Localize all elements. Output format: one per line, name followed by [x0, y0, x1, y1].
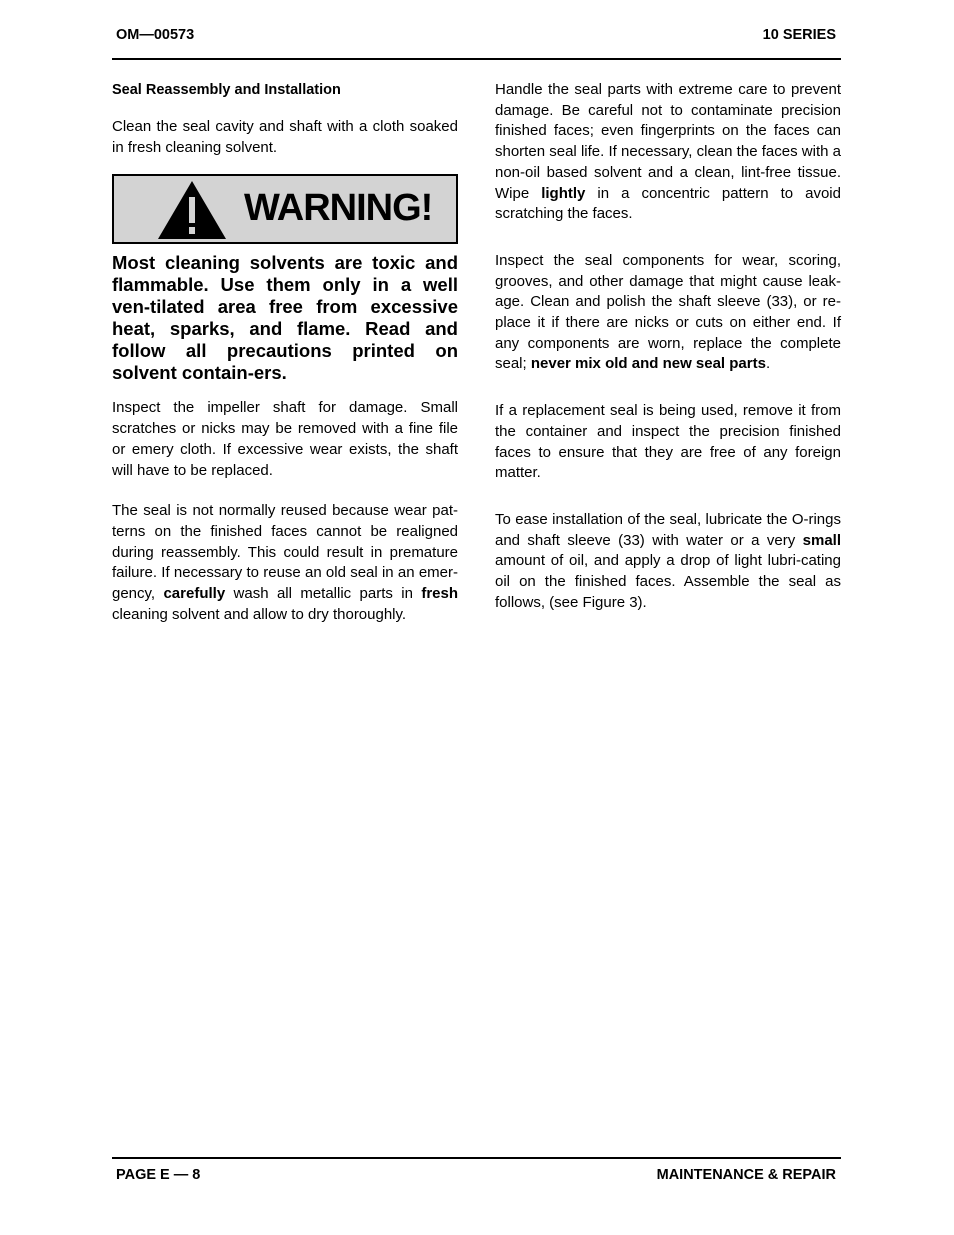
emphasis-never-mix: never mix old and new seal parts: [530, 355, 766, 373]
section-heading: Seal Reassembly and Installation: [112, 82, 341, 98]
emphasis-small: small: [802, 531, 841, 549]
inspect-paragraph: Inspect the seal components for wear, scoring, grooves, and other damage that might cause leak-age. Clean and polish the shaft sleeve (33), or re-place it if there are nicks or cuts on either end. If any components are worn, replace the complete seal; never mix old and new seal parts.: [495, 251, 841, 373]
footer-rule: [112, 1157, 841, 1159]
emphasis-carefully: carefully: [163, 585, 226, 603]
emphasis-fresh: fresh: [421, 585, 459, 603]
page-number: PAGE E — 8: [116, 1167, 201, 1183]
warning-triangle-icon: [156, 179, 228, 241]
right-column: [495, 80, 841, 613]
warning-title: WARNING!: [244, 187, 433, 230]
left-column: [112, 80, 458, 625]
header-rule: [112, 58, 841, 60]
section-name: MAINTENANCE & REPAIR: [656, 1167, 836, 1183]
warning-banner: [112, 174, 458, 244]
doc-number: OM—00573: [116, 27, 195, 43]
handle-paragraph: Handle the seal parts with extreme care to prevent damage. Be careful not to contaminate precision finished faces; even fingerprints on the faces can shorten seal life. If necessary, clean the faces with a non-oil based solvent and a clean, lint-free tissue. Wipe lightly in a concentric pattern to avoid scratching the faces.: [495, 81, 841, 223]
clean-paragraph: Clean the seal cavity and shaft with a cloth soaked in fresh cleaning solvent.: [112, 118, 458, 156]
lubricate-paragraph: To ease installation of the seal, lubricate the O-rings and shaft sleeve (33) with water or a very small amount of oil, and apply a drop of light lubri-cating oil on the finished faces. Assemble the seal as follows, (see Figure 3).: [495, 510, 841, 611]
reuse-paragraph: The seal is not normally reused because wear pat-terns on the finished faces cannot be realigned during reassembly. This could result in premature failure. If necessary to reuse an old seal in an emer-gency, carefully wash all metallic parts in fresh cleaning solvent and allow to dry thoroughly.: [112, 502, 459, 623]
series-label: 10 SERIES: [762, 27, 836, 43]
emphasis-lightly: lightly: [541, 184, 586, 202]
impeller-paragraph: Inspect the impeller shaft for damage. Small scratches or nicks may be removed with a fine file or emery cloth. If excessive wear exists, the shaft will have to be replaced.: [112, 399, 458, 479]
warning-text: Most cleaning solvents are toxic and flammable. Use them only in a well ven-tilated area free from excessive heat, sparks, and flame. Read and follow all precautions printed on solvent contain-ers.: [112, 252, 458, 384]
replacement-paragraph: If a replacement seal is being used, remove it from the container and inspect the precision finished faces to ensure that they are free of any foreign matter.: [495, 402, 841, 482]
